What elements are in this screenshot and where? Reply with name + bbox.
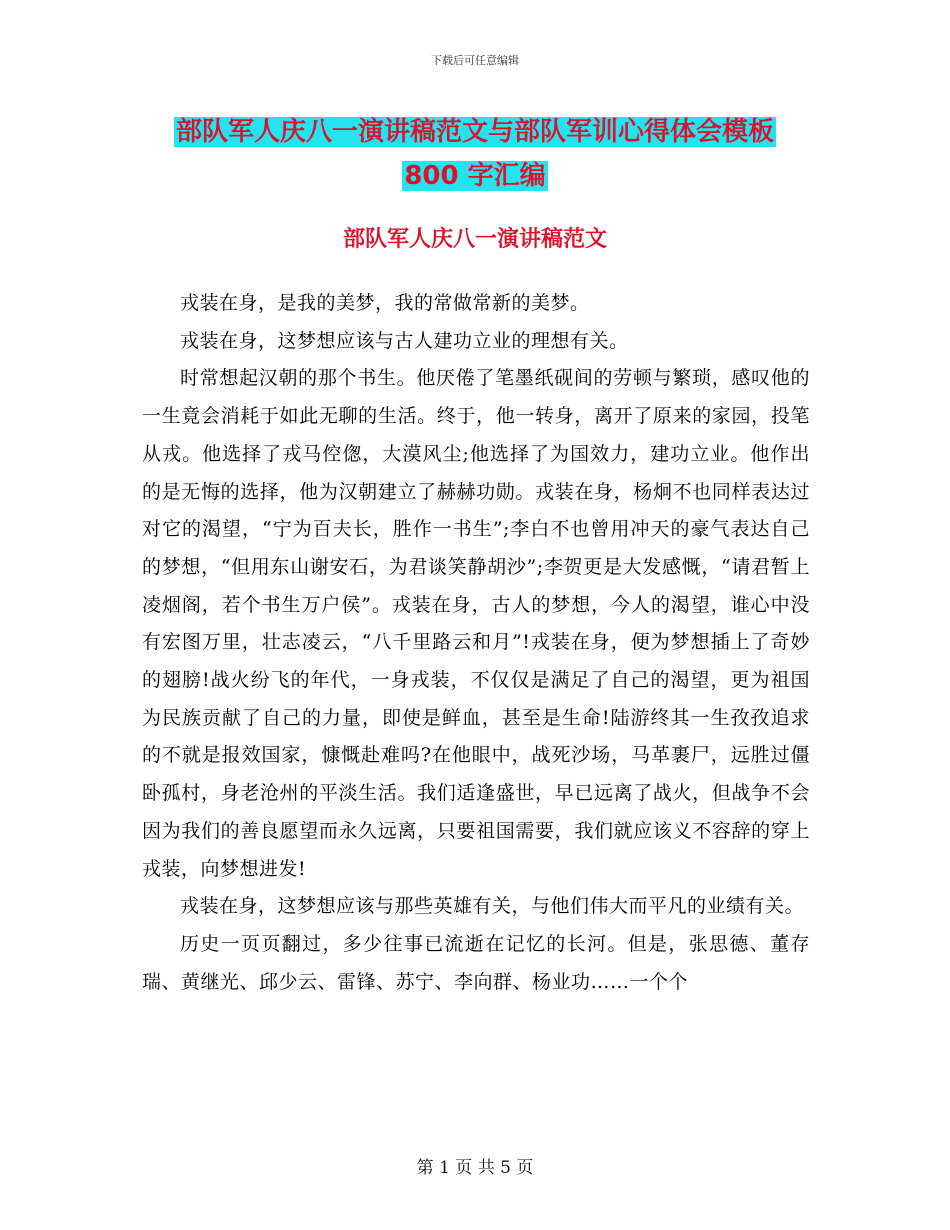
paragraph: 时常想起汉朝的那个书生。他厌倦了笔墨纸砚间的劳顿与繁琐，感叹他的一生竟会消耗于如此无聊的生活。终于，他一转身，离开了原来的家园，投笔从戎。他选择了戎马倥偬，大漠风尘;他选择了为国效力，建功立业。他作出的是无悔的选择，他为汉朝建立了赫赫功勋。戎装在身，杨炯不也同样表达过对它的渴望，“宁为百夫长，胜作一书生”;李白不也曾用冲天的豪气表达自己的梦想，“但用东山谢安石，为君谈笑静胡沙”;李贺更是大发感慨，“请君暂上凌烟阁，若个书生万户侯”。戎装在身，古人的梦想，今人的渴望，谁心中没有宏图万里，壮志凌云，“八千里路云和月”!戎装在身，便为梦想插上了奇妙的翅膀!战火纷飞的年代，一身戎装，不仅仅是满足了自己的渴望，更为祖国为民族贡献了自己的力量，即使是鲜血，甚至是生命!陆游终其一生孜孜追求的不就是报效国家，慷慨赴难吗?在他眼中，战死沙场，马革裹尸，远胜过僵卧孤村，身老沧州的平淡生活。我们适逢盛世，早已远离了战火，但战争不会因为我们的善良愿望而永久远离，只要祖国需要，我们就应该义不容辞的穿上戎装，向梦想进发! <box>142 367 810 880</box>
paragraph: 戎装在身，是我的美梦，我的常做常新的美梦。 <box>180 292 590 314</box>
paragraph: 戎装在身，这梦想应该与那些英雄有关，与他们伟大而平凡的业绩有关。 <box>180 895 805 918</box>
body-content <box>142 285 810 1001</box>
page-footer: 第 1 页 共 5 页 <box>416 1158 534 1178</box>
section-title: 部队军人庆八一演讲稿范文 <box>342 227 607 252</box>
paragraph: 历史一页页翻过，多少往事已流逝在记忆的长河。但是，张思德、董存瑞、黄继光、邱少云、雷锋、苏宁、李向群、杨业功……一个个 <box>142 932 810 993</box>
title-highlight-2: 800 字汇编 <box>404 161 546 191</box>
document-title <box>0 110 950 198</box>
document-title-line-2 <box>0 154 950 198</box>
paragraph: 戎装在身，这梦想应该与古人建功立业的理想有关。 <box>180 329 629 352</box>
title-highlight-1: 部队军人庆八一演讲稿范文与部队军训心得体会模板 <box>175 117 774 147</box>
header-note: 下载后可任意编辑 <box>431 54 519 67</box>
document-title-line-1 <box>0 110 950 154</box>
